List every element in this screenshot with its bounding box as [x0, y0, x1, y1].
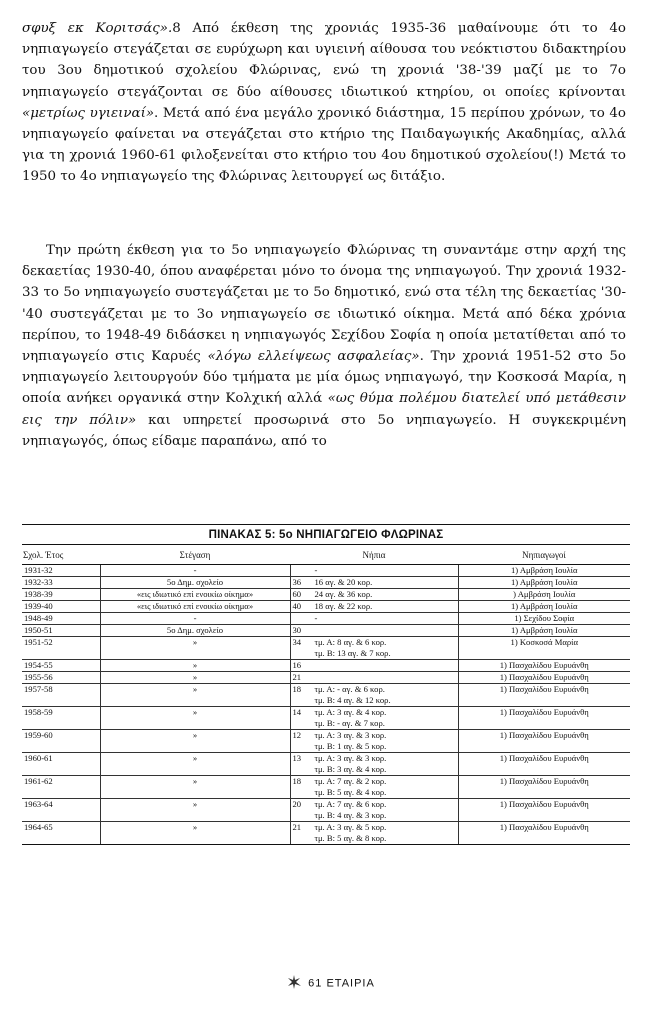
cell-children	[290, 822, 458, 845]
children-count: 21	[292, 672, 302, 682]
cell-teacher: 1) Πασχαλίδου Ευρυάνθη	[458, 684, 630, 707]
cell-year: 1963-64	[22, 799, 100, 822]
cell-teacher: 1) Σεχίδου Σοφία	[458, 613, 630, 625]
table-row	[22, 684, 630, 707]
children-detail: τμ. Α: 7 αγ. & 2 κορ.	[314, 776, 387, 786]
body-paragraph-2	[22, 240, 626, 452]
children-detail: τμ. Β: 5 αγ. & 8 κορ.	[314, 833, 387, 843]
cell-children	[290, 637, 458, 660]
children-detail: τμ. Β: 4 αγ. & 3 κορ.	[314, 810, 387, 820]
cell-teacher: 1) Πασχαλίδου Ευρυάνθη	[458, 707, 630, 730]
cell-housing: »	[100, 637, 290, 660]
cell-housing: »	[100, 776, 290, 799]
cell-children	[290, 613, 458, 625]
kindergarten-table	[22, 524, 630, 845]
paragraph-text-run: «μετρίως υγιειναί»	[22, 105, 155, 121]
header-year: Σχολ. Έτος	[22, 545, 100, 565]
cell-teacher: 1) Πασχαλίδου Ευρυάνθη	[458, 776, 630, 799]
children-line	[293, 695, 456, 706]
cell-year: 1964-65	[22, 822, 100, 845]
cell-year: 1950-51	[22, 625, 100, 637]
children-count: 12	[292, 730, 302, 740]
cell-children	[290, 799, 458, 822]
table-title: ΠΙΝΑΚΑΣ 5: 5ο ΝΗΠΙΑΓΩΓΕΙΟ ΦΛΩΡΙΝΑΣ	[22, 524, 630, 545]
children-line	[293, 741, 456, 752]
children-detail: τμ. Β: 3 αγ. & 4 κορ.	[314, 764, 387, 774]
cell-housing: «εις ιδιωτικό επί ενοικίω οίκημα»	[100, 589, 290, 601]
cell-children	[290, 684, 458, 707]
cell-housing: »	[100, 799, 290, 822]
children-count: 40	[292, 601, 302, 611]
header-teachers: Νηπιαγωγοί	[458, 545, 630, 565]
children-line	[293, 577, 456, 588]
cell-children	[290, 707, 458, 730]
children-line	[293, 822, 456, 833]
children-line	[293, 707, 456, 718]
children-line	[293, 718, 456, 729]
table-row	[22, 589, 630, 601]
children-detail: τμ. Β: 5 αγ. & 4 κορ.	[314, 787, 387, 797]
cell-teacher: 1) Αμβράση Ιουλία	[458, 601, 630, 613]
children-detail: τμ. Α: 3 αγ. & 5 κορ.	[314, 822, 387, 832]
cell-children	[290, 577, 458, 589]
children-line	[293, 648, 456, 659]
cell-teacher: 1) Πασχαλίδου Ευρυάνθη	[458, 753, 630, 776]
page-footer	[0, 974, 661, 993]
children-detail: -	[314, 565, 318, 575]
children-detail: τμ. Β: 4 αγ. & 12 κορ.	[314, 695, 391, 705]
children-count: 14	[292, 707, 302, 717]
cell-year: 1959-60	[22, 730, 100, 753]
table-grid	[22, 545, 630, 845]
table-row	[22, 730, 630, 753]
paragraph-text-run: «ως θύμα πολέμου διατελεί υπό μετάθεσιν εις την πόλιν»	[22, 391, 626, 428]
cell-year: 1960-61	[22, 753, 100, 776]
header-children: Νήπια	[290, 545, 458, 565]
children-detail: τμ. Β: - αγ. & 7 κορ.	[314, 718, 385, 728]
table-row	[22, 577, 630, 589]
cell-housing: »	[100, 707, 290, 730]
cell-teacher: 1) Πασχαλίδου Ευρυάνθη	[458, 672, 630, 684]
children-line	[293, 589, 456, 600]
children-line	[293, 613, 456, 624]
children-line	[293, 672, 456, 683]
children-count: 16	[292, 660, 302, 670]
cell-housing: »	[100, 684, 290, 707]
children-detail: τμ. Α: 3 αγ. & 4 κορ.	[314, 707, 387, 717]
cell-year: 1931-32	[22, 565, 100, 577]
paragraph-text-run: και υπηρετεί προσωρινά στο 5ο νηπιαγωγείο. Η συγκεκριμένη νηπιαγωγός, όπως είδαμε παραπάνω, από το	[22, 412, 627, 449]
table-row	[22, 637, 630, 660]
cell-teacher: 1) Πασχαλίδου Ευρυάνθη	[458, 730, 630, 753]
children-line	[293, 764, 456, 775]
children-detail: τμ. Β: 1 αγ. & 5 κορ.	[314, 741, 387, 751]
cell-teacher: 1) Αμβράση Ιουλία	[458, 625, 630, 637]
table-row	[22, 625, 630, 637]
children-detail: -	[314, 613, 318, 623]
cell-teacher: 1) Αμβράση Ιουλία	[458, 577, 630, 589]
table-row	[22, 799, 630, 822]
cell-children	[290, 730, 458, 753]
table-row	[22, 565, 630, 577]
table-row	[22, 613, 630, 625]
children-line	[293, 776, 456, 787]
cell-housing: -	[100, 613, 290, 625]
children-count: 20	[292, 799, 302, 809]
children-detail: τμ. Α: - αγ. & 6 κορ.	[314, 684, 385, 694]
cell-housing: »	[100, 822, 290, 845]
children-count: 30	[292, 625, 302, 635]
children-line	[293, 810, 456, 821]
cell-year: 1939-40	[22, 601, 100, 613]
cell-housing: »	[100, 730, 290, 753]
children-detail: τμ. Α: 7 αγ. & 6 κορ.	[314, 799, 387, 809]
cell-housing: -	[100, 565, 290, 577]
cell-children	[290, 601, 458, 613]
children-line	[293, 565, 456, 576]
table-row	[22, 601, 630, 613]
cell-year: 1957-58	[22, 684, 100, 707]
cell-children	[290, 753, 458, 776]
cell-teacher: 1) Πασχαλίδου Ευρυάνθη	[458, 822, 630, 845]
table-row	[22, 753, 630, 776]
children-detail: τμ. Α: 3 αγ. & 3 κορ.	[314, 730, 387, 740]
footer-text: 61 ΕΤΑΙΡΙΑ	[308, 977, 375, 990]
children-detail: 16 αγ. & 20 κορ.	[314, 577, 373, 587]
children-line	[293, 799, 456, 810]
children-line	[293, 753, 456, 764]
cell-year: 1951-52	[22, 637, 100, 660]
cell-year: 1938-39	[22, 589, 100, 601]
children-line	[293, 787, 456, 798]
cell-housing: »	[100, 753, 290, 776]
cell-year: 1958-59	[22, 707, 100, 730]
cell-year: 1961-62	[22, 776, 100, 799]
cell-children	[290, 625, 458, 637]
children-detail: τμ. Α: 3 αγ. & 3 κορ.	[314, 753, 387, 763]
cell-year: 1948-49	[22, 613, 100, 625]
cell-year: 1955-56	[22, 672, 100, 684]
children-detail: 18 αγ. & 22 κορ.	[314, 601, 373, 611]
cell-teacher: 1) Κοσκοσά Μαρία	[458, 637, 630, 660]
cell-housing: 5ο Δημ. σχολείο	[100, 577, 290, 589]
children-count: 34	[292, 637, 302, 647]
cell-teacher: 1) Αμβράση Ιουλία	[458, 565, 630, 577]
paragraph-text-run: Την πρώτη έκθεση για το 5ο νηπιαγωγείο Φλώρινας τη συναντάμε στην αρχή της δεκαετίας 1930-40, όπου αναφέρεται μόνο το όνομα της νηπιαγωγού. Την χρονιά 1932-33 το 5ο νηπιαγωγείο συστεγάζεται με το 5ο δημοτικό, ενώ στα τέλη της δεκαετίας '30-'40 συστεγάζεται με το 3ο νηπιαγωγείο σε ιδιωτικό οίκημα. Μετά από δέκα χρόνια περίπου, το 1948-49 διδάσκει η νηπιαγωγός Σεχίδου Σοφία η οποία μετατίθεται από το νηπιαγωγείο στις Καρυές	[22, 243, 626, 365]
table-row	[22, 707, 630, 730]
table-header-row	[22, 545, 630, 565]
children-line	[293, 730, 456, 741]
children-count: 60	[292, 589, 302, 599]
header-housing: Στέγαση	[100, 545, 290, 565]
children-count: 13	[292, 753, 302, 763]
cell-housing: «εις ιδιωτικό επί ενοικίω οίκημα»	[100, 601, 290, 613]
children-count: 18	[292, 684, 302, 694]
body-paragraph-1	[22, 18, 626, 188]
children-count: 21	[292, 822, 302, 832]
children-line	[293, 625, 456, 636]
paragraph-text-run: . Μετά από ένα μεγάλο χρονικό διάστημα, 15 περίπου χρόνων, το 4ο νηπιαγωγείο φαίνεται να στεγάζεται στο κτήριο της Παιδαγωγικής Ακαδημίας, αλλά για τη χρονιά 1960-61 φιλοξενείται στο κτήριο του 4ου δημοτικού σχολείου(!) Μετά το 1950 το 4ο νηπιαγωγείο της Φλώρινας λειτουργεί ως διτάξιο.	[22, 105, 626, 185]
cell-housing: 5ο Δημ. σχολείο	[100, 625, 290, 637]
children-count: 18	[292, 776, 302, 786]
paragraph-text-run: . Την χρονιά 1951-52 στο 5ο νηπιαγωγείο λειτουργούν δύο τμήματα με μία όμως νηπιαγωγό, την Κοσκοσά Μαρία, η οποία ανήκει οργανικά στην Κολχική αλλά	[22, 349, 626, 407]
table-row	[22, 660, 630, 672]
cell-year: 1954-55	[22, 660, 100, 672]
cell-children	[290, 589, 458, 601]
society-emblem-icon	[286, 974, 302, 993]
cell-children	[290, 776, 458, 799]
cell-children	[290, 672, 458, 684]
children-line	[293, 660, 456, 671]
paragraph-text-run: σφυξ εκ Κοριτσάς».	[22, 21, 173, 36]
cell-children	[290, 660, 458, 672]
cell-year: 1932-33	[22, 577, 100, 589]
children-detail: τμ. Β: 13 αγ. & 7 κορ.	[314, 648, 391, 658]
children-count: 36	[292, 577, 302, 587]
cell-teacher: ) Αμβράση Ιουλία	[458, 589, 630, 601]
children-detail: τμ. Α: 8 αγ. & 6 κορ.	[314, 637, 387, 647]
table-row	[22, 822, 630, 845]
cell-teacher: 1) Πασχαλίδου Ευρυάνθη	[458, 660, 630, 672]
children-line	[293, 601, 456, 612]
children-line	[293, 833, 456, 844]
children-detail: 24 αγ. & 36 κορ.	[314, 589, 373, 599]
table-row	[22, 776, 630, 799]
table-row	[22, 672, 630, 684]
cell-children	[290, 565, 458, 577]
cell-housing: »	[100, 660, 290, 672]
children-line	[293, 637, 456, 648]
cell-housing: »	[100, 672, 290, 684]
cell-teacher: 1) Πασχαλίδου Ευρυάνθη	[458, 799, 630, 822]
paragraph-text-run: «λόγω ελλείψεως ασφαλείας»	[207, 349, 420, 365]
paragraph-text-run: 8 Από έκθεση της χρονιάς 1935-36 μαθαίνουμε ότι το 4ο νηπιαγωγείο στεγάζεται σε ευρύχωρη και υγιεινή αίθουσα του νεόκτιστου διδακτηρίου του 3ου δημοτικού σχολείου Φλώρινας, ενώ τη χρονιά '38-'39 μαζί με το 7ο νηπιαγωγείο στεγάζονται σε δύο αίθουσες ιδιωτικού κτηρίου, οι οποίες κρίνονται	[22, 21, 626, 100]
children-line	[293, 684, 456, 695]
